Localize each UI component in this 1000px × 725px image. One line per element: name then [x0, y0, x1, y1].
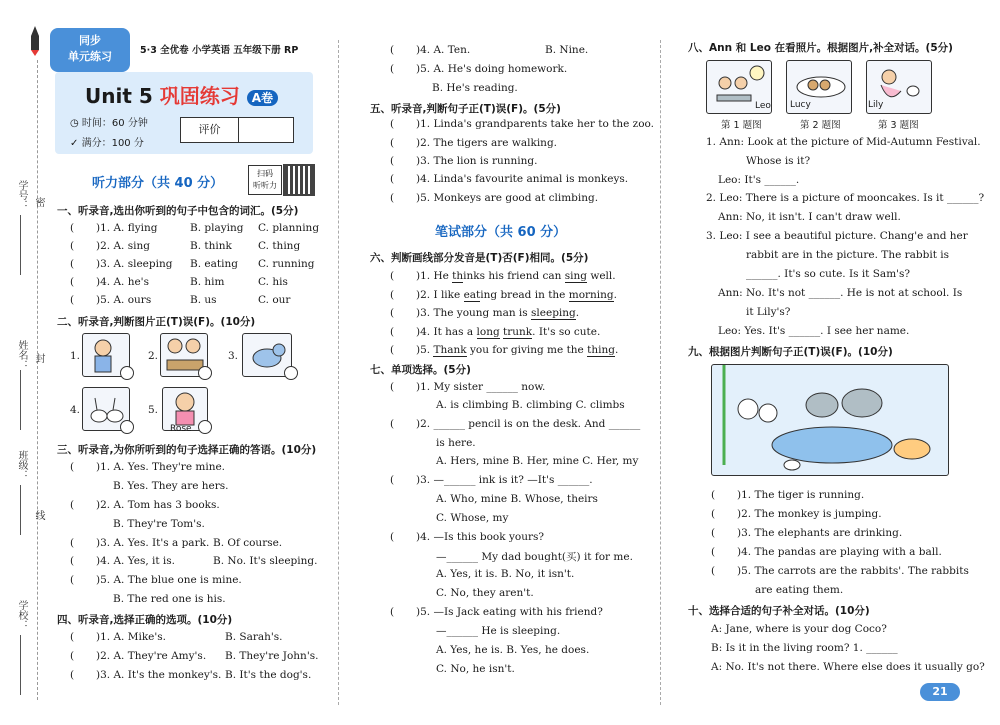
- option-c: C. running: [258, 258, 315, 270]
- rocket-icon: [30, 26, 40, 56]
- class-line: [20, 485, 21, 535]
- option-b: B. eating: [190, 258, 238, 270]
- list-item: B. He's reading.: [432, 82, 518, 94]
- dialogue-line: Leo: It's ______.: [718, 174, 800, 186]
- qr-label1: 扫码: [257, 169, 273, 178]
- list-item: ( )2. A. Tom has 3 books.: [70, 499, 220, 511]
- title-tag: A卷: [247, 90, 278, 106]
- list-item: ( )4. The pandas are playing with a ball.: [711, 546, 942, 558]
- list-item: ( )3. —______ ink is it? —It's ______.: [390, 474, 593, 486]
- score-label: [70, 134, 144, 149]
- list-item: ( )2. The monkey is jumping.: [711, 508, 882, 520]
- dialogue-line: B: Is it in the living room? 1. ______: [711, 642, 898, 654]
- list-item: C. No, they aren't.: [436, 587, 534, 599]
- list-item: ( )4. A. he's: [70, 276, 149, 288]
- badge-line1: 同步: [79, 34, 101, 47]
- list-item: ( )2. I like eating bread in the morning.: [390, 289, 617, 301]
- list-item: ( )4. A. Yes, it is.: [70, 555, 176, 567]
- answer-circle-4[interactable]: [120, 420, 134, 434]
- answer-circle-3[interactable]: [284, 366, 298, 380]
- list-item: ( )5. Monkeys are good at climbing.: [390, 192, 599, 204]
- page-title: [85, 80, 278, 109]
- qr-code[interactable]: [283, 164, 315, 196]
- list-item: ( )3. A. It's the monkey's.: [70, 669, 222, 681]
- option-b: B. Nine.: [545, 44, 589, 56]
- name-label: 姓名：: [16, 340, 27, 370]
- list-item: B. The red one is his.: [113, 593, 226, 605]
- list-item: ( )1. A. Mike's.: [70, 631, 167, 643]
- eval-box: [180, 117, 294, 143]
- dialogue-line: 2. Leo: There is a picture of mooncakes. Is it ______?: [706, 192, 985, 204]
- zoo-scene-image: [711, 364, 949, 476]
- dialogue-line: ______. It's so cute. Is it Sam's?: [746, 268, 911, 280]
- column-divider-1: [338, 40, 339, 705]
- option-b: B. It's the dog's.: [225, 669, 312, 681]
- answer-circle-5[interactable]: [198, 420, 212, 434]
- list-item: A. Yes, it is. B. No, it isn't.: [436, 568, 575, 580]
- check-icon: ✓: [70, 138, 79, 149]
- seal-xian: 线: [33, 510, 44, 520]
- pic-label-3: 3.: [228, 350, 239, 362]
- list-item: ( )3. A. sleeping: [70, 258, 173, 270]
- caption-1: 第 1 题图: [721, 120, 762, 131]
- list-item: —______ He is sleeping.: [436, 625, 561, 637]
- dialogue-line: it Lily's?: [746, 306, 791, 318]
- list-item: —______ My dad bought(买) it for me.: [436, 551, 633, 563]
- school-label: 学校：: [16, 600, 27, 630]
- list-item: C. Whose, my: [436, 512, 509, 524]
- list-item: A. Who, mine B. Whose, theirs: [436, 493, 598, 505]
- dialogue-line: Leo: Yes. It's ______. I see her name.: [718, 325, 910, 337]
- qr-label: [248, 165, 282, 195]
- class-label: 班级：: [16, 450, 27, 480]
- s6-title: 六、判断画线部分发音是(T)否(F)相同。(5分): [370, 252, 589, 264]
- list-item: ( )4. —Is this book yours?: [390, 531, 545, 543]
- pic-name-leo: Leo: [755, 101, 771, 111]
- option-c: C. our: [258, 294, 291, 306]
- student-id-line: [20, 215, 21, 275]
- page-number-badge: [920, 683, 960, 701]
- list-item: ( )5. —Is Jack eating with his friend?: [390, 606, 603, 618]
- score-text: 满分：100 分: [81, 138, 144, 149]
- clock-icon: ◷: [70, 118, 79, 129]
- option-b: B. him: [190, 276, 225, 288]
- caption-3: 第 3 题图: [878, 120, 919, 131]
- list-item: ( )2. The tigers are walking.: [390, 137, 558, 149]
- name-line: [20, 370, 21, 430]
- s10-title: 十、选择合适的句子补全对话。(10分): [688, 605, 870, 617]
- list-item: ( )5. Thank you for giving me the thing.: [390, 344, 619, 356]
- list-item: are eating them.: [755, 584, 844, 596]
- list-item: A. Hers, mine B. Her, mine C. Her, my: [436, 455, 639, 467]
- listening-section-title: 听力部分（共 40 分）: [92, 176, 224, 191]
- dialogue-line: Ann: No. It's not ______. He is not at school. Is: [718, 287, 963, 299]
- list-item: ( )4. A. Ten.: [390, 44, 471, 56]
- eval-label: 评价: [181, 118, 239, 142]
- seal-mi: 密: [33, 197, 44, 207]
- list-item: B. Of course.: [213, 537, 283, 549]
- list-item: ( )1. A. Yes. They're mine.: [70, 461, 226, 473]
- dialogue-line: A: No. It's not there. Where else does it usually go?: [711, 661, 985, 673]
- school-line: [20, 635, 21, 695]
- list-item: ( )5. The carrots are the rabbits'. The rabbits: [711, 565, 969, 577]
- pic-label-5: 5.: [148, 404, 159, 416]
- list-item: ( )3. The young man is sleeping.: [390, 307, 580, 319]
- dialogue-line: Ann: No, it isn't. I can't draw well.: [718, 211, 901, 223]
- binding-margin: [0, 0, 50, 725]
- time-text: 时间：60 分钟: [81, 118, 148, 129]
- option-c: C. planning: [258, 222, 320, 234]
- list-item: ( )1. The tiger is running.: [711, 489, 865, 501]
- sync-badge: [50, 28, 130, 72]
- series-label: 5·3 全优卷 小学英语 五年级下册 RP: [140, 45, 299, 56]
- list-item: ( )5. A. ours: [70, 294, 152, 306]
- list-item: ( )4. Linda's favourite animal is monkeys.: [390, 173, 629, 185]
- list-item: A. is climbing B. climbing C. climbs: [436, 399, 625, 411]
- list-item: ( )5. A. He's doing homework.: [390, 63, 568, 75]
- dialogue-line: Whose is it?: [746, 155, 811, 167]
- option-b: B. playing: [190, 222, 244, 234]
- rose-name-label: Rose: [170, 424, 192, 434]
- list-item: B. Yes. They are hers.: [113, 480, 229, 492]
- list-item: ( )1. He thinks his friend can sing well.: [390, 270, 616, 282]
- list-item: ( )1. Linda's grandparents take her to the zoo.: [390, 118, 655, 130]
- s5-title: 五、听录音,判断句子正(T)误(F)。(5分): [370, 103, 561, 115]
- list-item: B. They're Tom's.: [113, 518, 205, 530]
- answer-circle-1[interactable]: [120, 366, 134, 380]
- title-cn: 巩固练习: [159, 84, 240, 108]
- dialogue-line: rabbit are in the picture. The rabbit is: [746, 249, 950, 261]
- list-item: ( )5. A. The blue one is mine.: [70, 574, 242, 586]
- student-id-label: 学号：: [16, 180, 27, 210]
- pic-label-4: 4.: [70, 404, 81, 416]
- dialogue-line: 1. Ann: Look at the picture of Mid-Autumn Festival.: [706, 136, 981, 148]
- list-item: ( )3. The lion is running.: [390, 155, 538, 167]
- list-item: ( )3. A. Yes. It's a park.: [70, 537, 210, 549]
- list-item: ( )4. It has a long trunk. It's so cute.: [390, 326, 601, 338]
- s1-title: 一、听录音,选出你听到的句子中包含的词汇。(5分): [57, 205, 299, 217]
- answer-circle-2[interactable]: [198, 366, 212, 380]
- option-c: C. his: [258, 276, 288, 288]
- option-b: B. think: [190, 240, 232, 252]
- list-item: ( )3. The elephants are drinking.: [711, 527, 903, 539]
- option-b: B. Sarah's.: [225, 631, 283, 643]
- pic-name-lily: Lily: [868, 100, 884, 110]
- pic-label-1: 1.: [70, 350, 81, 362]
- page-number: 21: [932, 685, 948, 698]
- caption-2: 第 2 题图: [800, 120, 841, 131]
- binding-dashed-line: [37, 60, 38, 700]
- time-label: [70, 114, 148, 129]
- s4-title: 四、听录音,选择正确的选项。(10分): [57, 614, 233, 626]
- s2-title: 二、听录音,判断图片正(T)误(F)。(10分): [57, 316, 256, 328]
- s3-title: 三、听录音,为你所听到的句子选择正确的答语。(10分): [57, 444, 317, 456]
- pic-name-lucy: Lucy: [790, 100, 811, 110]
- column-divider-2: [660, 40, 661, 705]
- written-section-title: 笔试部分（共 60 分）: [435, 225, 567, 240]
- list-item: B. No. It's sleeping.: [213, 555, 318, 567]
- s7-title: 七、单项选择。(5分): [370, 364, 471, 376]
- list-item: ( )2. ______ pencil is on the desk. And ______: [390, 418, 641, 430]
- pic-label-2: 2.: [148, 350, 159, 362]
- dialogue-line: 3. Leo: I see a beautiful picture. Chang'e and her: [706, 230, 968, 242]
- option-b: B. us: [190, 294, 217, 306]
- list-item: ( )1. A. flying: [70, 222, 158, 234]
- dialogue-line: A: Jane, where is your dog Coco?: [711, 623, 887, 635]
- s9-title: 九、根据图片判断句子正(T)误(F)。(10分): [688, 346, 893, 358]
- qr-label2: 听听力: [253, 181, 277, 190]
- list-item: ( )1. My sister ______ now.: [390, 381, 546, 393]
- list-item: is here.: [436, 437, 476, 449]
- seal-feng: 封: [33, 353, 44, 363]
- eval-input[interactable]: [239, 118, 293, 142]
- list-item: C. No, he isn't.: [436, 663, 515, 675]
- s8-title: 八、Ann 和 Leo 在看照片。根据图片,补全对话。(5分): [688, 42, 953, 54]
- list-item: ( )2. A. sing: [70, 240, 150, 252]
- badge-line2: 单元练习: [68, 50, 112, 63]
- option-c: C. thing: [258, 240, 301, 252]
- list-item: ( )2. A. They're Amy's.: [70, 650, 207, 662]
- title-unit: Unit 5: [85, 84, 153, 108]
- option-b: B. They're John's.: [225, 650, 319, 662]
- list-item: A. Yes, he is. B. Yes, he does.: [436, 644, 590, 656]
